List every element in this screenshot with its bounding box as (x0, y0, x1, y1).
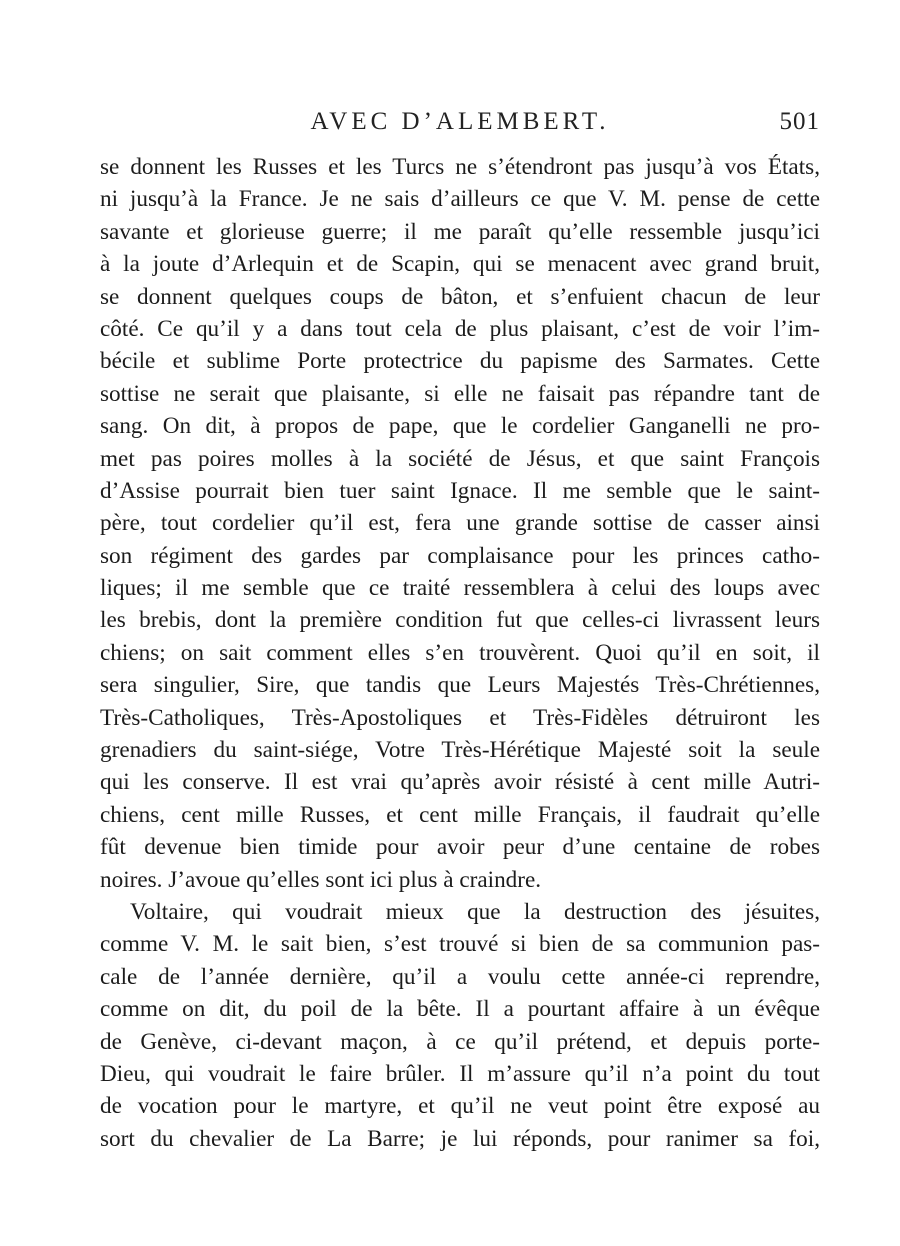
text-line: savante et glorieuse guerre; il me paraît qu’elle ressemble jusqu’ici (100, 218, 820, 245)
text-line: comme V. M. le sait bien, s’est trouvé si bien de sa communion pas- (100, 931, 820, 958)
page-number: 501 (779, 108, 820, 135)
text-line: comme on dit, du poil de la bête. Il a pourtant affaire à un évêque (100, 996, 820, 1023)
paragraph-2 (100, 896, 820, 1155)
text-line: qui les conserve. Il est vrai qu’après avoir résisté à cent mille Autri- (100, 769, 820, 796)
text-line: met pas poires molles à la société de Jésus, et que saint François (100, 445, 820, 472)
text-line: père, tout cordelier qu’il est, fera une grande sottise de casser ainsi (100, 510, 820, 537)
text-line: grenadiers du saint-siége, Votre Très-Hérétique Majesté soit la seule (100, 737, 820, 764)
paragraph-1 (100, 151, 820, 896)
text-line: noires. J’avoue qu’elles sont ici plus à craindre. (100, 866, 542, 893)
text-line: liques; il me semble que ce traité ressemblera à celui des loups avec (100, 575, 820, 602)
text-line: côté. Ce qu’il y a dans tout cela de plus plaisant, c’est de voir l’im- (100, 315, 820, 342)
text-line: se donnent les Russes et les Turcs ne s’étendront pas jusqu’à vos États, (100, 154, 820, 180)
text-line: sera singulier, Sire, que tandis que Leurs Majestés Très-Chrétiennes, (100, 672, 820, 699)
text-line: cale de l’année dernière, qu’il a voulu cette année-ci reprendre, (100, 963, 820, 990)
text-line: sang. On dit, à propos de pape, que le cordelier Ganganelli ne pro- (100, 413, 820, 440)
text-line: bécile et sublime Porte protectrice du papisme des Sarmates. Cette (100, 348, 820, 375)
text-line: se donnent quelques coups de bâton, et s’enfuient chacun de leur (100, 283, 820, 310)
text-line: Dieu, qui voudrait le faire brûler. Il m’assure qu’il n’a point du tout (100, 1060, 820, 1087)
body-text (100, 151, 820, 1155)
text-line: Voltaire, qui voudrait mieux que la destruction des jésuites, (130, 898, 820, 925)
running-head (100, 108, 820, 142)
text-line: à la joute d’Arlequin et de Scapin, qui se menacent avec grand bruit, (100, 251, 820, 278)
text-line: Très-Catholiques, Très-Apostoliques et Très-Fidèles détruiront les (100, 704, 820, 731)
running-title: AVEC D’ALEMBERT. (310, 108, 610, 135)
text-line: de Genève, ci-devant maçon, à ce qu’il prétend, et depuis porte- (100, 1028, 820, 1055)
text-line: son régiment des gardes par complaisance pour les princes catho- (100, 542, 820, 569)
text-line: fût devenue bien timide pour avoir peur d’une centaine de robes (100, 834, 820, 861)
text-line: sort du chevalier de La Barre; je lui réponds, pour ranimer sa foi, (100, 1125, 820, 1152)
text-line: de vocation pour le martyre, et qu’il ne veut point être exposé au (100, 1093, 820, 1120)
text-line: ni jusqu’à la France. Je ne sais d’ailleurs ce que V. M. pense de cette (100, 186, 820, 213)
text-line: sottise ne serait que plaisante, si elle ne faisait pas répandre tant de (100, 380, 820, 407)
text-line: chiens; on sait comment elles s’en trouvèrent. Quoi qu’il en soit, il (100, 639, 820, 666)
text-line: d’Assise pourrait bien tuer saint Ignace. Il me semble que le saint- (100, 477, 820, 504)
text-line: les brebis, dont la première condition fut que celles-ci livrassent leurs (100, 607, 820, 634)
text-line: chiens, cent mille Russes, et cent mille Français, il faudrait qu’elle (100, 801, 820, 828)
